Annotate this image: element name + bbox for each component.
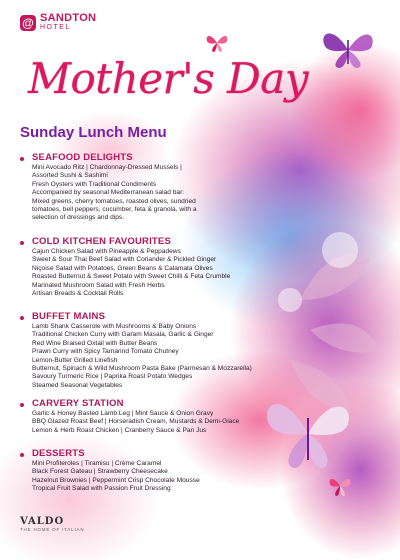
menu-item: Red Wine Braised Oxtail with Butter Beans (32, 339, 158, 347)
footer-brand-name: VALDO (20, 516, 65, 527)
bullet-dot (20, 157, 24, 161)
menu-item: Steamed Seasonal Vegetables (32, 381, 123, 389)
menu-item: BBQ Glazed Roast Beef | Horseradish Cream, Mustards & Demi-Glace (32, 418, 240, 426)
section-items (32, 410, 239, 435)
section-title: CARVERY STATION (32, 398, 124, 409)
menu-item: Prawn Curry with Spicy Tamarind Tomato Chutney (32, 348, 179, 356)
menu-item: Lemon-Butter Grilled Linefish (32, 356, 118, 364)
bullet-dot (20, 453, 24, 457)
menu-item: Garlic & Honey Basted Lamb Leg | Mint Sauce & Onion Gravy (32, 410, 214, 417)
menu-item: Marinated Mushroom Salad with Fresh Herbs (32, 281, 165, 289)
menu-item: Hazelnut Brownies | Peppermint Crisp Chocolate Mousse (32, 476, 200, 484)
hotel-sub: HOTEL (40, 24, 71, 31)
butterfly-icon (318, 26, 378, 74)
bullet-dot (20, 241, 24, 245)
logo-mark-icon: @ (20, 15, 36, 31)
menu-item: Cajun Chicken Salad with Pineapple & Peppadews (32, 248, 181, 255)
menu-item: Sweet & Sour Thai Beef Salad with Coriander & Pickled Ginger (32, 256, 217, 264)
section-seafood-delights (20, 152, 197, 223)
menu-item: Savoury Turmeric Rice | Paprika Roast Potato Wedges (32, 373, 193, 381)
small-butterfly-icon (204, 32, 230, 54)
menu-item: Mixed greens, cherry tomatoes, roasted olives, sundried (32, 197, 196, 205)
menu-item: Butternut, Spinach & Wild Mushroom Pasta Bake (Parmesan & Mozzarella) (32, 365, 252, 373)
menu-item: selection of dressings and dips. (32, 214, 125, 222)
menu-item: Assorted Sushi & Sashimi (32, 172, 108, 180)
hotel-logo (20, 14, 96, 32)
bullet-dot (20, 316, 24, 320)
section-items (32, 460, 200, 494)
menu-subtitle: Sunday Lunch Menu (20, 124, 167, 141)
section-desserts (20, 448, 200, 494)
section-title: BUFFET MAINS (32, 311, 106, 322)
section-items (32, 323, 252, 390)
menu-item: Tropical Fruit Salad with Passion Fruit Dressing (32, 485, 171, 493)
section-carvery-station (20, 398, 239, 435)
section-items (32, 248, 230, 298)
menu-item: Accompanied by seasonal Mediterranean salad bar: (32, 189, 185, 197)
menu-item: Mini Avocado Ritz | Chardonnay-Dressed Mussels | (32, 164, 182, 171)
footer-brand-sub: THE HOME OF ITALIAN (20, 527, 85, 532)
section-cold-kitchen-favourites (20, 236, 230, 298)
menu-item: Lamb Shank Casserole with Mushrooms & Baby Onions (32, 323, 197, 330)
section-title: SEAFOOD DELIGHTS (32, 152, 133, 163)
menu-item: Traditional Chicken Curry with Garam Masala, Garlic & Ginger (32, 331, 214, 339)
pink-butterfly-icon (326, 474, 354, 498)
menu-item: Mini Profiteroles | Tiramisu | Crème Caramel (32, 460, 162, 467)
menu-item: Black Forest Gateau | Strawberry Cheesecake (32, 468, 168, 476)
menu-item: Artisan Breads & Cocktail Rolls (32, 290, 124, 298)
menu-item: Niçoise Salad with Potatoes, Green Beans & Calamata Olives (32, 264, 213, 272)
large-butterfly-icon (258, 388, 358, 478)
section-title: COLD KITCHEN FAVOURITES (32, 236, 172, 247)
section-buffet-mains (20, 311, 252, 390)
page-title: Mother's Day (28, 54, 309, 103)
menu-item: Fresh Oysters with Traditional Condiments (32, 180, 157, 188)
section-title: DESSERTS (32, 448, 85, 459)
menu-item: tomatoes, bell peppers, cucumber, feta & granola, with a (32, 206, 197, 214)
footer-logo (20, 516, 84, 532)
menu-item: Roasted Butternut & Sweet Potato with Sweet Chilli & Feta Crumble (32, 273, 231, 281)
hotel-name: SANDTON (40, 12, 97, 24)
bullet-dot (20, 403, 24, 407)
section-items (32, 164, 197, 223)
menu-item: Lemon & Herb Roast Chicken | Cranberry Sauce & Pan Jus (32, 426, 207, 434)
